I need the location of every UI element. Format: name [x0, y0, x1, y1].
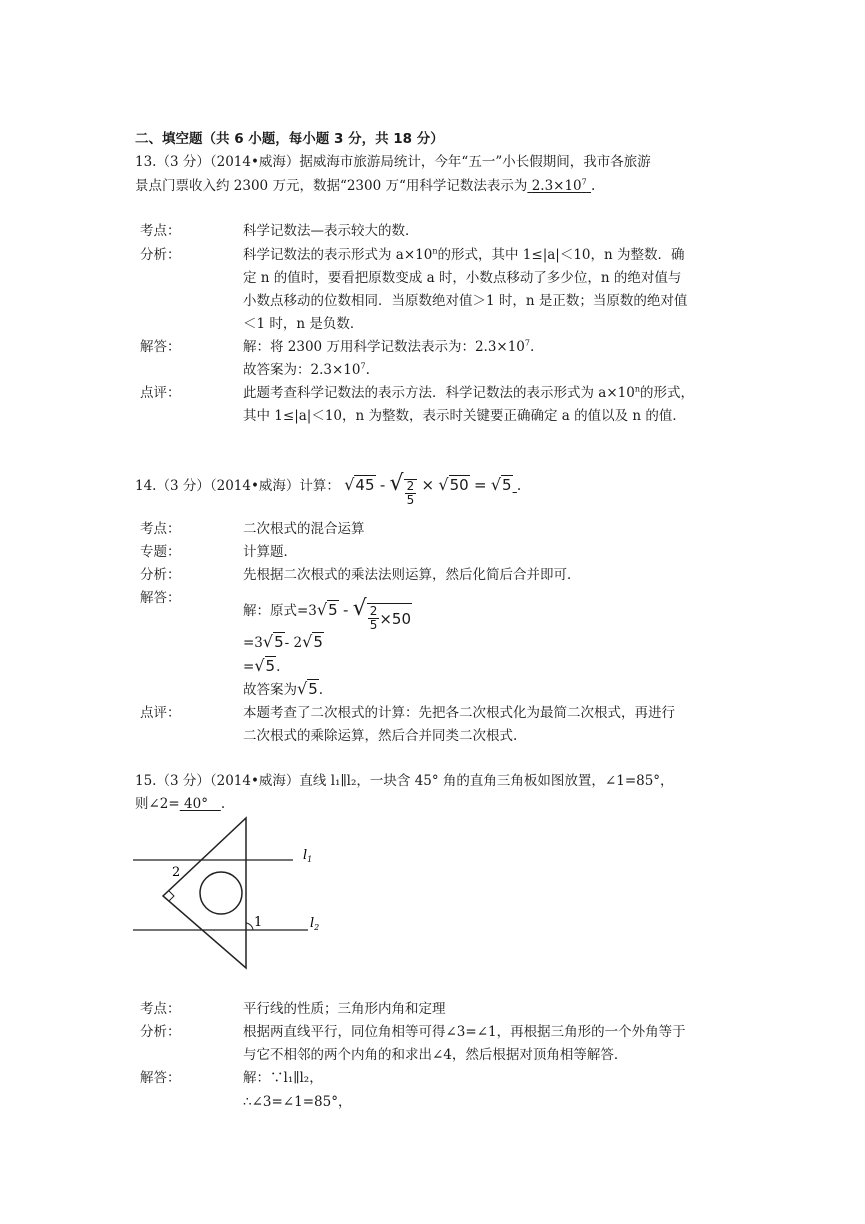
q13-dianping-line2: 其中 1≤|a|＜10，n 为整数，表示时关键要正确确定 a 的值以及 n 的值．	[243, 408, 686, 424]
q13-dianping-line1: 此题考查科学记数法的表示方法．科学记数法的表示形式为 $a\times 10^n$的形式，	[243, 384, 694, 401]
q14-fenxi-label: 分析：	[140, 567, 181, 583]
l1-label: $l_1$	[303, 848, 313, 864]
section-title: 二、填空题（共 6 小题，每小题 3 分，共 18 分）	[135, 131, 444, 147]
q14-step2: =3√5- 2√5	[243, 632, 323, 651]
q14-equals: =	[473, 476, 487, 494]
q15-stem-line1: 15.（3 分）（2014•威海）直线 l₁∥l₂，一块含 45° 角的直角三角板如图放置，∠1=85°，	[135, 773, 674, 789]
q14-step1: 解：原式=3√5 - √ $\frac{2}{5}$ ×50	[243, 596, 411, 632]
q13-answer: $2.3\times 10^7$	[531, 177, 587, 194]
q15-jieda-label: 解答：	[140, 1070, 181, 1086]
q14-kaodian-label: 考点：	[140, 521, 181, 537]
angle1-label: 1	[254, 915, 263, 930]
q14-answer: √5	[490, 475, 512, 494]
q14-zhuanti: 计算题．	[243, 544, 297, 560]
q13-fenxi-line1: 科学记数法的表示形式为 $a\times 10^n$的形式，其中 1≤|a|＜10，n 为整数．确	[243, 246, 685, 263]
q14-zhuanti-label: 专题：	[140, 544, 181, 560]
q15-fenxi-line2: 与它不相邻的两个内角的和求出∠4，然后根据对顶角相等解答．	[243, 1047, 628, 1063]
q13-period: .	[591, 178, 596, 194]
q14-stem: 14.（3 分）（2014•威海）计算： √45 - √ $\frac{2}{5}$ × √50 = √5 .	[135, 471, 522, 507]
q13-stem-line1: 13.（3 分）（2014•威海）据威海市旅游局统计，今年“五一”小长假期间，我市各旅游	[135, 154, 651, 170]
q15-jieda-line1: 解：∵l₁∥l₂，	[243, 1070, 323, 1086]
angle2-label: 2	[172, 865, 181, 880]
q13-jieda-label: 解答：	[140, 339, 181, 355]
ruler-hole	[200, 872, 242, 914]
triangle-ruler	[163, 818, 246, 968]
q13-jieda-line2: 故答案为：$2.3\times 10^7$.	[243, 361, 370, 378]
q14-times: ×	[421, 476, 435, 494]
q14-fenxi: 先根据二次根式的乘法法则运算，然后化简后合并即可．	[243, 567, 581, 583]
q14-dianping-line2: 二次根式的乘除运算，然后合并同类二次根式.	[243, 728, 518, 744]
q13-fenxi-label: 分析：	[140, 247, 181, 263]
q14-step4: 故答案为√5.	[243, 679, 324, 698]
q14-step3: =√5.	[243, 656, 281, 675]
q14-jieda-label: 解答：	[140, 590, 181, 606]
q13-jieda-line1: 解：将 2300 万用科学记数法表示为：$2.3\times 10^7$.	[243, 338, 535, 355]
q13-fenxi-line4: ＜1 时，n 是负数．	[243, 316, 364, 332]
q15-stem-line2: 则∠2= 40° .	[135, 796, 226, 812]
q13-dianping-label: 点评：	[140, 385, 181, 401]
q15-figure	[128, 815, 328, 975]
q15-jieda-line2: ∴∠3=∠1=85°，	[243, 1094, 352, 1110]
q14-kaodian: 二次根式的混合运算	[243, 521, 365, 537]
q15-kaodian: 平行线的性质；三角形内角和定理	[243, 1001, 446, 1017]
q13-kaodian: 科学记数法—表示较大的数．	[243, 223, 419, 239]
q13-kaodian-label: 考点：	[140, 223, 181, 239]
q14-sqrt45: √45	[344, 475, 375, 494]
q15-kaodian-label: 考点：	[140, 1001, 181, 1017]
q14-dianping-line1: 本题考查了二次根式的计算：先把各二次根式化为最简二次根式，再进行	[243, 705, 675, 721]
q14-sqrt50: √50	[438, 475, 469, 494]
q13-fenxi-line3: 小数点移动的位数相同．当原数绝对值＞1 时，n 是正数；当原数的绝对值	[243, 293, 688, 309]
q15-fenxi-label: 分析：	[140, 1024, 181, 1040]
l2-label: $l_2$	[310, 916, 320, 932]
right-angle-mark	[169, 891, 174, 901]
q14-sqrt-frac: √ $\frac{2}{5}$	[390, 470, 418, 507]
q13-stem-text: 景点门票收入约 2300 万元，数据“2300 万“用科学记数法表示为	[135, 178, 528, 194]
q14-minus: -	[379, 476, 386, 494]
angle1-arc	[246, 923, 253, 930]
q13-stem-line2	[135, 175, 595, 197]
q14-prefix: 14.（3 分）（2014•威海）计算：	[135, 478, 340, 494]
q14-dianping-label: 点评：	[140, 705, 181, 721]
q15-fenxi-line1: 根据两直线平行，同位角相等可得∠3=∠1，再根据三角形的一个外角等于	[243, 1024, 686, 1040]
q13-fenxi-line2: 定 n 的值时，要看把原数变成 a 时，小数点移动了多少位，n 的绝对值与	[243, 270, 682, 286]
q15-answer: 40°	[184, 796, 208, 812]
